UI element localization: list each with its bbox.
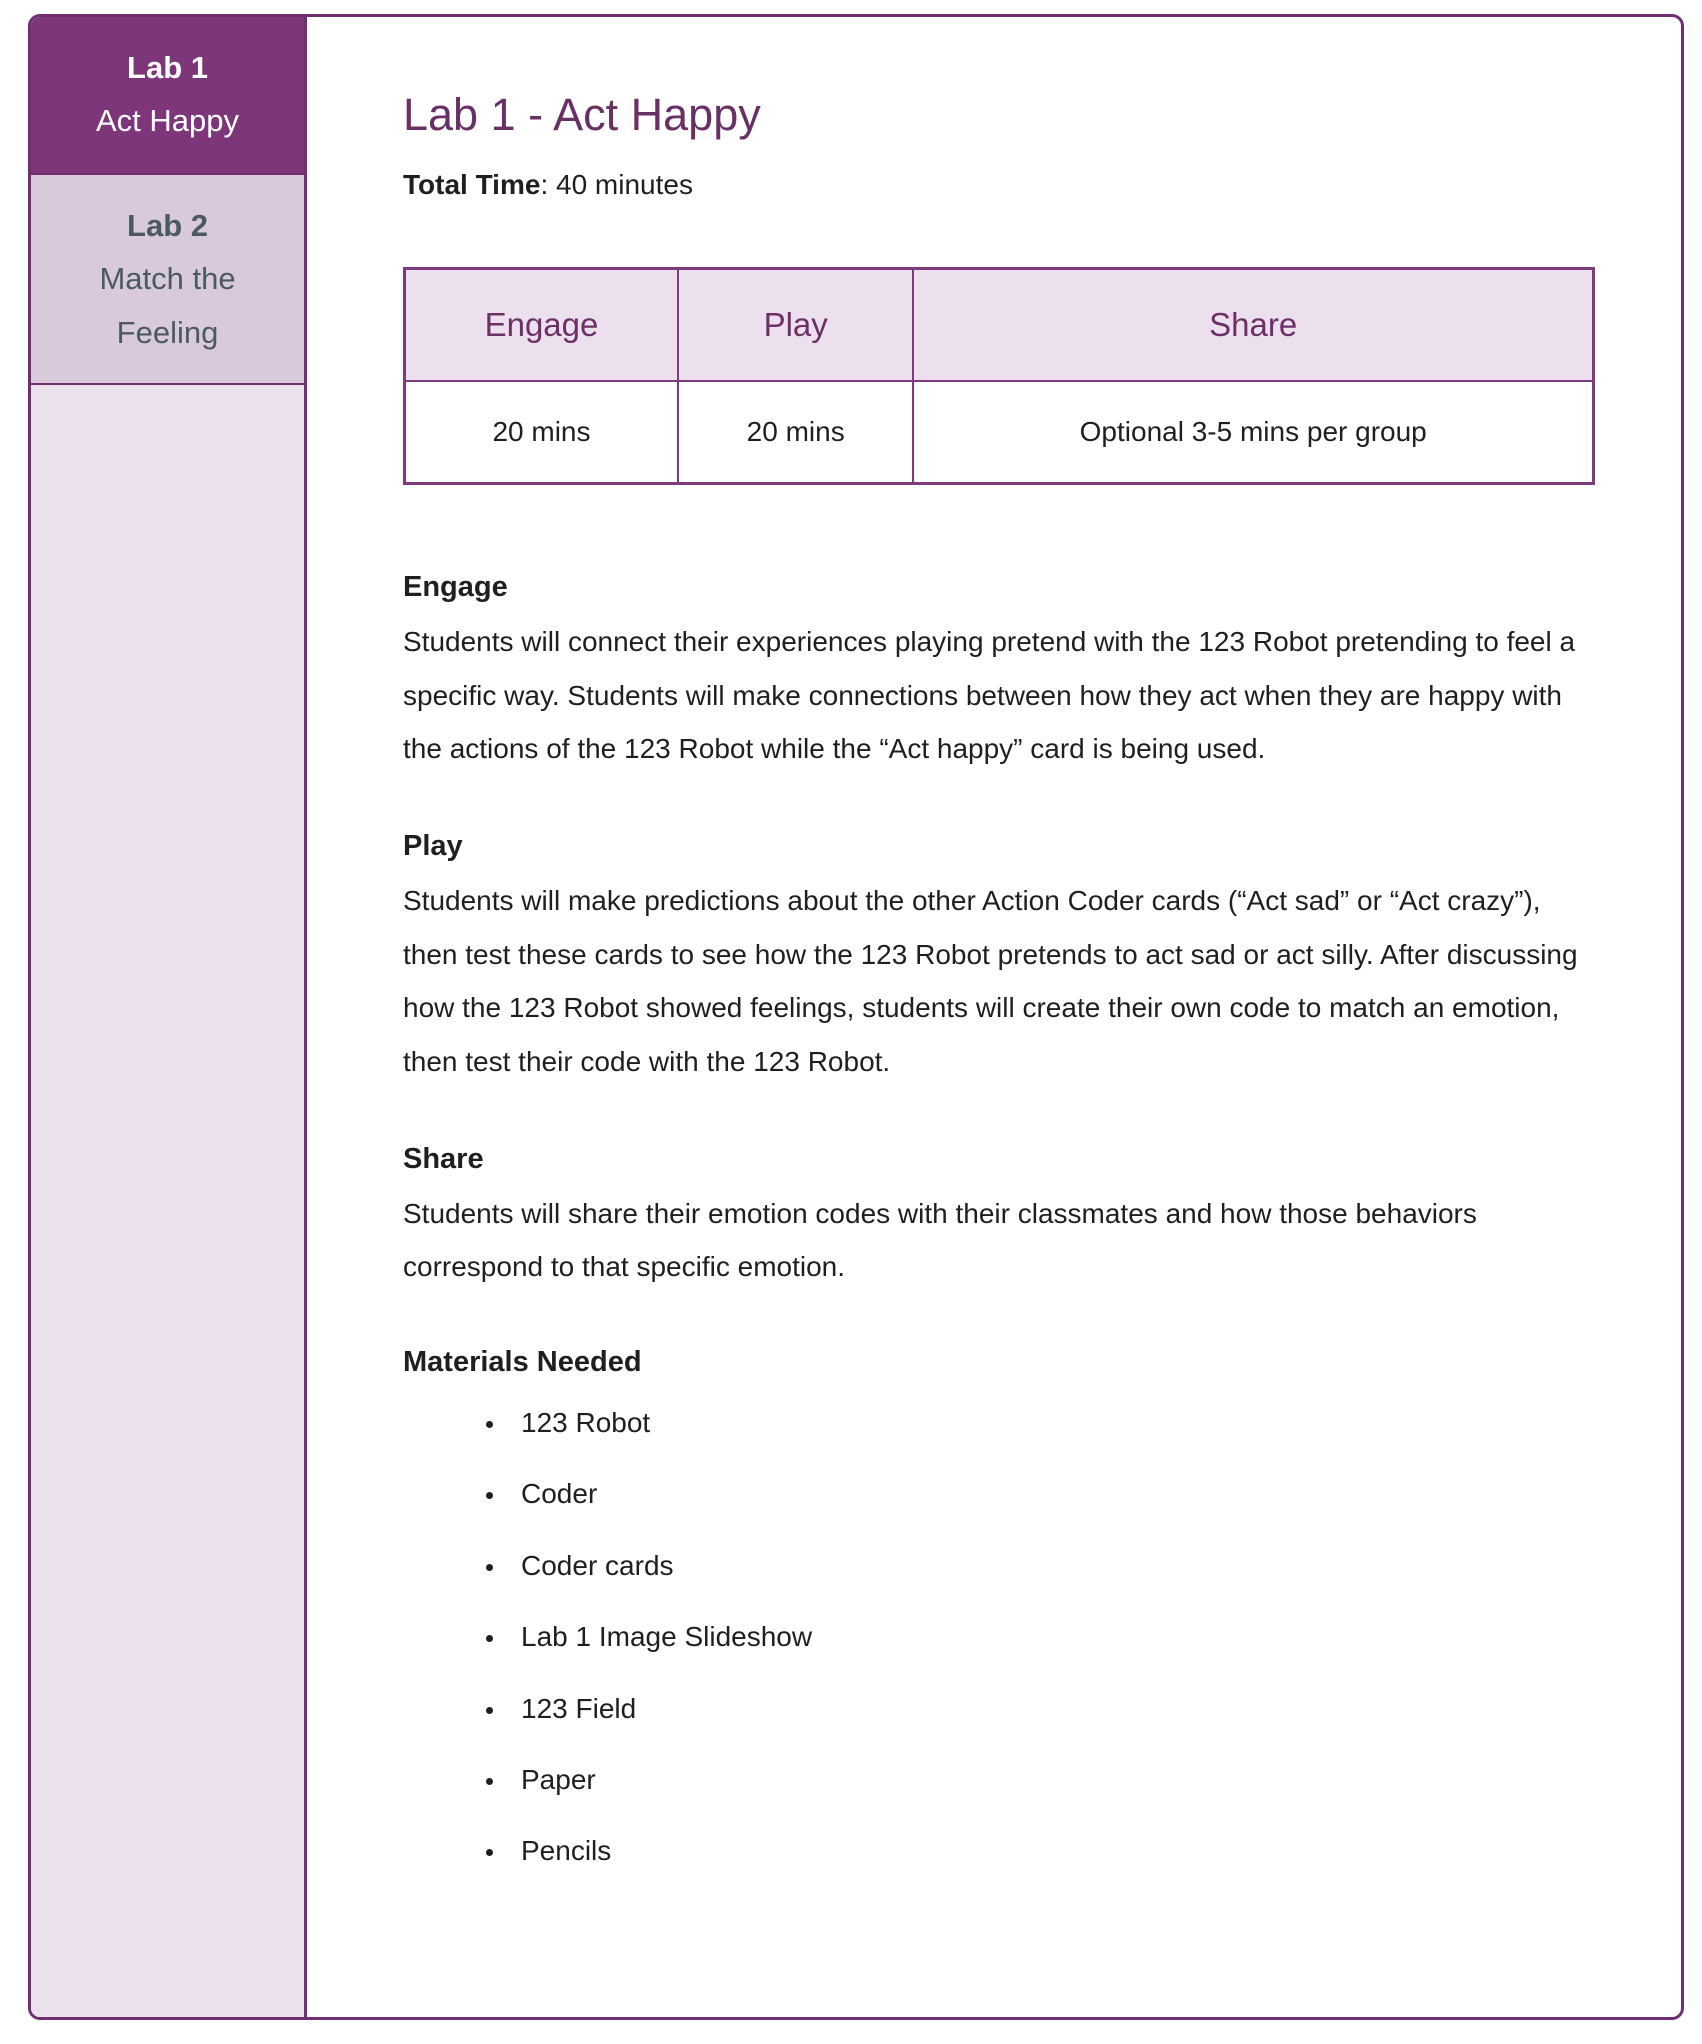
sidebar-item-lab1[interactable] xyxy=(31,17,304,173)
list-item: • 123 Field xyxy=(507,1691,1595,1727)
materials-section xyxy=(403,1346,1595,1870)
list-item: • Paper xyxy=(507,1762,1595,1798)
section-engage-heading: Engage xyxy=(403,571,508,604)
list-item: • 123 Robot xyxy=(507,1405,1595,1441)
schedule-value-engage: 20 mins xyxy=(405,381,678,484)
list-item: • Lab 1 Image Slideshow xyxy=(507,1619,1595,1655)
lab1-tab-title: Lab 1 xyxy=(127,50,208,85)
lab-card xyxy=(28,14,1684,2020)
section-engage-body: Students will connect their experiences playing pretend with the 123 Robot pretending to feel a specific way. Students will make connections between how they act when they are happy with the actions of the 123 Robot while the “Act happy” card is being used. xyxy=(403,625,1576,765)
lab1-tab-subtitle: Act Happy xyxy=(95,103,239,139)
section-share-body: Students will share their emotion codes with their classmates and how those behaviors correspond to that specific emotion. xyxy=(403,1197,1477,1283)
materials-list xyxy=(403,1405,1595,1870)
section-engage xyxy=(403,569,1578,776)
total-time-label: Total Time xyxy=(403,169,541,201)
lab-content xyxy=(307,17,1684,2017)
section-play-heading: Play xyxy=(403,830,463,863)
materials-heading: Materials Needed xyxy=(403,1346,642,1379)
page-title: Lab 1 - Act Happy xyxy=(403,89,761,140)
sidebar-item-lab2[interactable] xyxy=(31,173,304,385)
schedule-header-engage: Engage xyxy=(405,269,678,382)
schedule-header-row xyxy=(405,269,1594,382)
section-share xyxy=(403,1141,1578,1294)
schedule-table xyxy=(403,267,1595,485)
total-time-value: : 40 minutes xyxy=(540,169,693,201)
schedule-value-play: 20 mins xyxy=(678,381,913,484)
schedule-value-row xyxy=(405,381,1594,484)
lab2-tab-subtitle: Match the Feeling xyxy=(99,261,236,350)
total-time xyxy=(403,169,1595,201)
section-play xyxy=(403,828,1578,1089)
sidebar-filler xyxy=(31,385,304,2017)
schedule-value-share: Optional 3-5 mins per group xyxy=(913,381,1593,484)
list-item: • Pencils xyxy=(507,1833,1595,1869)
section-play-body: Students will make predictions about the other Action Coder cards (“Act sad” or “Act crazy”), then test these cards to see how the 123 Robot pretends to act sad or act silly. After discussing how the 123 Robot showed feelings, students will create their own code to match an emotion, then test their code with the 123 Robot. xyxy=(403,884,1578,1078)
lab2-tab-title: Lab 2 xyxy=(127,208,208,243)
list-item: • Coder cards xyxy=(507,1548,1595,1584)
schedule-header-play: Play xyxy=(678,269,913,382)
list-item: • Coder xyxy=(507,1476,1595,1512)
section-share-heading: Share xyxy=(403,1142,484,1175)
lab-tabs-sidebar xyxy=(31,17,307,2017)
schedule-header-share: Share xyxy=(913,269,1593,382)
